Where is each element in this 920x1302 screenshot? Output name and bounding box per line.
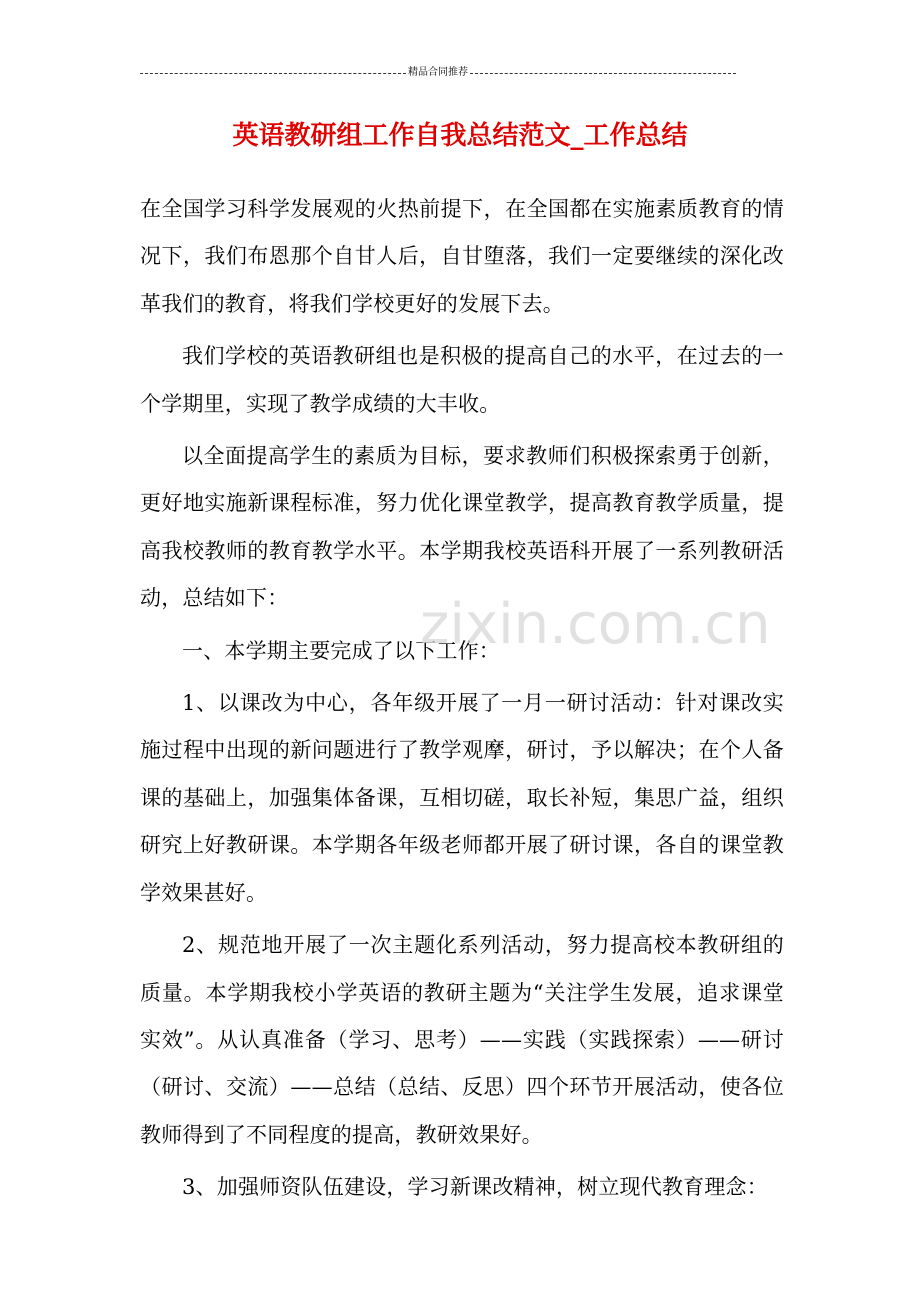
paragraph-goals: 以全面提高学生的素质为目标，要求教师们积极探索勇于创新，更好地实施新课程标准，努力优化课堂教学，提高教育教学质量，提高我校教师的教育教学水平。本学期我校英语科开展了一系列教研活动，总结如下： [140,444,784,611]
header-line [140,66,736,80]
header-dash-right [470,73,736,74]
paragraph-item-2: 2、规范地开展了一次主题化系列活动，努力提高校本教研组的质量。本学期我校小学英语的教研主题为“关注学生发展，追求课堂实效”。从认真准备（学习、思考）——实践（实践探索）——研讨（研讨、交流）——总结（总结、反思）四个环节开展活动，使各位教师得到了不同程度的提高，教研效果好。 [140,933,784,1147]
document-body [140,186,784,1212]
paragraph-group-achievement: 我们学校的英语教研组也是积极的提高自己的水平，在过去的一个学期里，实现了教学成绩的大丰收。 [140,344,784,416]
document-title: 英语教研组工作自我总结范文_工作总结 [232,121,688,151]
paragraph-intro: 在全国学习科学发展观的火热前提下，在全国都在实施素质教育的情况下，我们布恩那个自甘人后，自甘堕落，我们一定要继续的深化改革我们的教育，将我们学校更好的发展下去。 [140,197,784,316]
header-label: 精品合同推荐 [408,67,468,78]
header-dash-left [140,73,406,74]
section-heading-work-done: 一、本学期主要完成了以下工作： [182,638,500,663]
paragraph-item-3: 3、加强师资队伍建设，学习新课改精神，树立现代教育理念： [182,1175,768,1200]
paragraph-item-1: 1、以课改为中心，各年级开展了一月一研讨活动：针对课改实施过程中出现的新问题进行了教学观摩，研讨，予以解决；在个人备课的基础上，加强集体备课，互相切磋，取长补短，集思广益，组织研究上好教研课。本学期各年级老师都开展了研讨课，各自的课堂教学效果甚好。 [140,691,784,905]
watermark-logo: zixin.com.cn [420,592,771,657]
